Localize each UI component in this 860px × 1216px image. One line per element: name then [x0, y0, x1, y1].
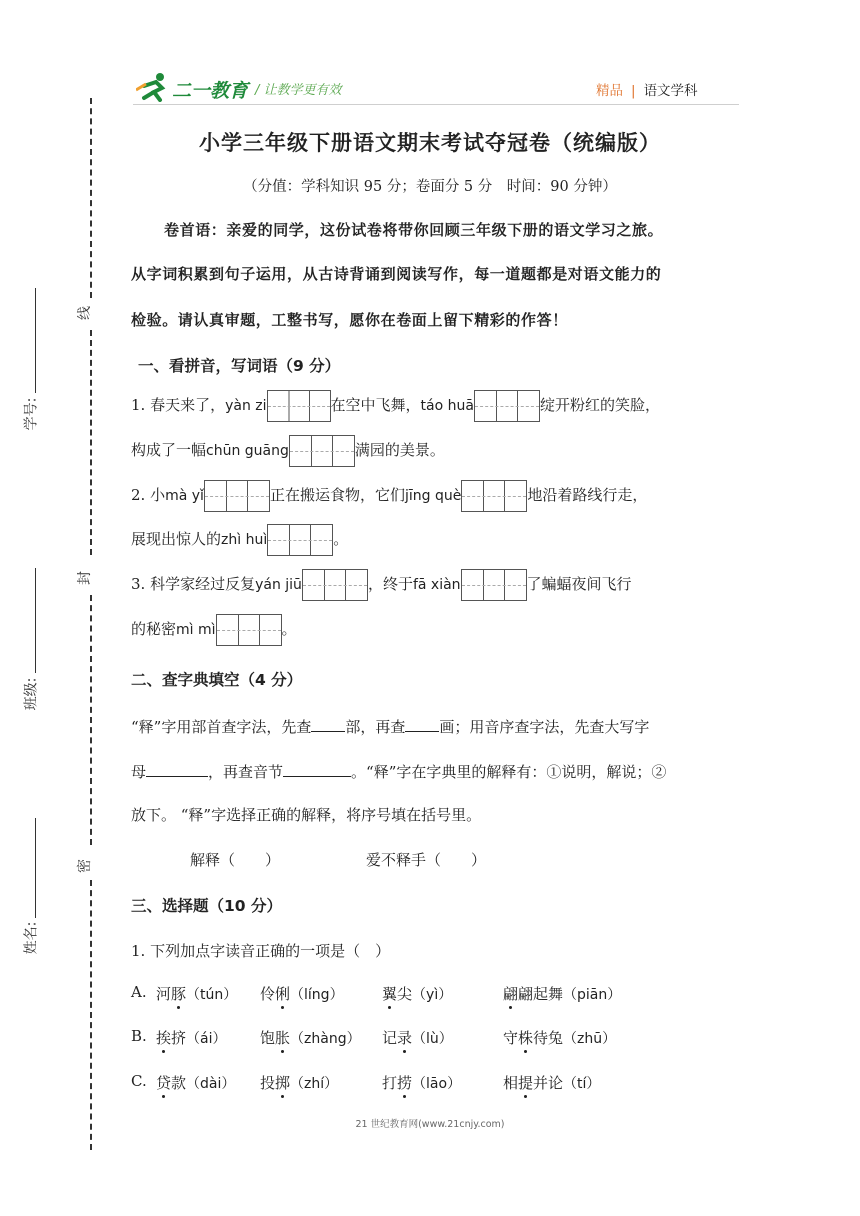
question-line — [131, 524, 348, 556]
slogan: / 让教学更有效 — [255, 83, 342, 98]
fill-blank[interactable] — [311, 715, 345, 732]
question-text: 。“释”字在字典里的解释有：①说明，解说；② — [351, 763, 667, 781]
pinyin: mà yǐ — [165, 488, 204, 504]
option-label: A. — [131, 983, 147, 1001]
pinyin: （tún） — [186, 987, 238, 1003]
dotted-char: 株 — [518, 1029, 534, 1047]
intro-line: 从字词积累到句子运用，从古诗背诵到阅读写作，每一道题都是对语文能力的 — [131, 265, 662, 283]
answer-grid[interactable] — [267, 524, 333, 556]
footer-text: 21 世纪教育网(www.21cnjy.com) — [355, 1119, 505, 1130]
dotted-char: 翼 — [382, 985, 398, 1003]
answer-grid[interactable] — [204, 480, 270, 512]
question-text: 3. 科学家经过反复 — [131, 575, 256, 593]
id-write-line — [35, 288, 36, 393]
question-text: 构成了一幅 — [131, 441, 207, 459]
pinyin: táo huā — [420, 398, 474, 414]
word: 记 — [382, 1029, 398, 1047]
word: 待兔 — [533, 1029, 564, 1047]
pinyin: （piān） — [563, 987, 622, 1003]
option-b[interactable] — [131, 1027, 617, 1047]
pinyin: （líng） — [290, 987, 344, 1003]
question-text: 。 — [333, 530, 349, 548]
dotted-char: 提 — [518, 1074, 534, 1092]
badge-premium: 精品 — [596, 83, 623, 99]
answer-grid[interactable] — [302, 569, 368, 601]
pinyin: yàn zi — [225, 398, 267, 414]
question-text: “释”字用部首查字法，先查 — [131, 718, 312, 736]
label-class: 班级: — [23, 677, 40, 711]
pinyin: mì mì — [176, 622, 216, 638]
pinyin: （dài） — [186, 1076, 236, 1092]
answer-grid[interactable] — [474, 390, 540, 422]
pinyin: （tí） — [563, 1076, 601, 1092]
dotted-char: 掷 — [275, 1074, 291, 1092]
question-text: 地沿着路线行走， — [527, 486, 648, 504]
pinyin: （ái） — [186, 1031, 227, 1047]
section-heading: 一、看拼音，写词语（9 分） — [138, 357, 341, 375]
question-text: 绽开粉红的笑脸， — [539, 396, 660, 414]
pinyin: （lù） — [412, 1031, 453, 1047]
question-text: ，终于 — [367, 575, 413, 593]
pinyin: chūn guāng — [206, 443, 289, 459]
word: 挤 — [171, 1029, 187, 1047]
dotted-char: 贷 — [156, 1074, 172, 1092]
question-line — [131, 390, 660, 422]
binding-dash-line — [90, 330, 92, 555]
word: 河 — [156, 985, 172, 1003]
word: 款 — [171, 1074, 187, 1092]
word: 翩起舞 — [518, 985, 564, 1003]
question-text: 正在搬运食物，它们 — [269, 486, 405, 504]
pinyin: （lāo） — [412, 1076, 462, 1092]
pinyin: （zhū） — [563, 1031, 617, 1047]
word: 打 — [382, 1074, 398, 1092]
badge-subject: 语文学科 — [643, 83, 698, 99]
dotted-char: 翩 — [503, 985, 519, 1003]
logo-runner-icon — [136, 72, 172, 102]
answer-grid[interactable] — [461, 569, 527, 601]
fill-blank[interactable] — [283, 760, 351, 777]
badge-separator: | — [631, 83, 636, 99]
dotted-char: 豚 — [171, 985, 187, 1003]
label-student-id: 学号: — [23, 397, 40, 431]
option-label: C. — [131, 1072, 147, 1090]
pinyin: zhì huì — [221, 532, 268, 548]
dotted-char: 捞 — [397, 1074, 413, 1092]
option-c[interactable] — [131, 1072, 601, 1092]
question-text: ，再查音节 — [208, 763, 284, 781]
pinyin: jīng què — [404, 488, 462, 504]
header-rule — [133, 104, 739, 105]
word: 相 — [503, 1074, 519, 1092]
question-text: 母 — [131, 763, 147, 781]
word: 守 — [503, 1029, 519, 1047]
pinyin: （yì） — [412, 987, 453, 1003]
pinyin: fā xiàn — [412, 577, 461, 593]
fill-blank[interactable] — [146, 760, 208, 777]
question-line: 1. 下列加点字读音正确的一项是（ ） — [131, 942, 391, 960]
question-text: 2. 小 — [131, 486, 166, 504]
binding-char-line: 线 — [77, 306, 93, 320]
label-name: 姓名: — [23, 921, 40, 955]
question-text: 。 — [281, 620, 297, 638]
question-line — [131, 760, 666, 782]
section-heading: 二、查字典填空（4 分） — [131, 671, 303, 689]
word: 投 — [260, 1074, 276, 1092]
dotted-char: 胀 — [275, 1029, 291, 1047]
question-line — [131, 715, 649, 737]
binding-dash-line — [90, 880, 92, 1150]
pinyin: yán jiū — [255, 577, 302, 593]
question-text: 在空中飞舞， — [330, 396, 421, 414]
option-label: B. — [131, 1027, 147, 1045]
binding-dash-line — [90, 595, 92, 845]
option-a[interactable] — [131, 983, 622, 1003]
answer-idiom[interactable]: 爱不释手（ ） — [366, 851, 487, 869]
question-text: 的秘密 — [131, 620, 177, 638]
intro-line: 检验。请认真审题，工整书写，愿你在卷面上留下精彩的作答！ — [131, 311, 568, 329]
question-text: 1. 春天来了， — [131, 396, 226, 414]
section-heading: 三、选择题（10 分） — [131, 897, 282, 915]
word: 尖 — [397, 985, 413, 1003]
word: 饱 — [260, 1029, 276, 1047]
answer-grid[interactable] — [461, 480, 527, 512]
pinyin: （zhàng） — [290, 1031, 361, 1047]
word: 并论 — [533, 1074, 564, 1092]
question-line — [131, 614, 297, 646]
question-line — [131, 435, 445, 467]
question-text: 展现出惊人的 — [131, 530, 222, 548]
page-subtitle: （分值：学科知识 95 分；卷面分 5 分 时间：90 分钟） — [243, 179, 617, 195]
binding-char-secret: 密 — [77, 859, 93, 873]
question-text: 部，再查 — [345, 718, 406, 736]
fill-blank[interactable] — [405, 715, 439, 732]
class-write-line — [35, 568, 36, 673]
question-line: 放下。 “释”字选择正确的解释，将序号填在括号里。 — [131, 806, 482, 824]
name-write-line — [35, 818, 36, 918]
dotted-char: 挨 — [156, 1029, 172, 1047]
question-text: 画；用音序查字法，先查大写字 — [439, 718, 650, 736]
question-line — [131, 569, 632, 601]
intro-line: 卷首语：亲爱的同学，这份试卷将带你回顾三年级下册的语文学习之旅。 — [164, 221, 664, 239]
binding-char-seal: 封 — [77, 571, 93, 585]
answer-grid[interactable] — [216, 614, 282, 646]
pinyin: （zhí） — [290, 1076, 339, 1092]
dotted-char: 录 — [397, 1029, 413, 1047]
question-line — [131, 480, 647, 512]
answer-explain[interactable]: 解释（ ） — [190, 851, 281, 869]
logo-text: 二一教育 — [172, 80, 249, 102]
page-title: 小学三年级下册语文期末考试夺冠卷（统编版） — [199, 130, 661, 155]
question-text: 满园的美景。 — [354, 441, 445, 459]
header-badge — [596, 79, 698, 99]
answer-grid[interactable] — [267, 390, 331, 422]
dotted-char: 俐 — [275, 985, 291, 1003]
question-text: 了蝙蝠夜间飞行 — [526, 575, 632, 593]
word: 伶 — [260, 985, 276, 1003]
answer-grid[interactable] — [289, 435, 355, 467]
